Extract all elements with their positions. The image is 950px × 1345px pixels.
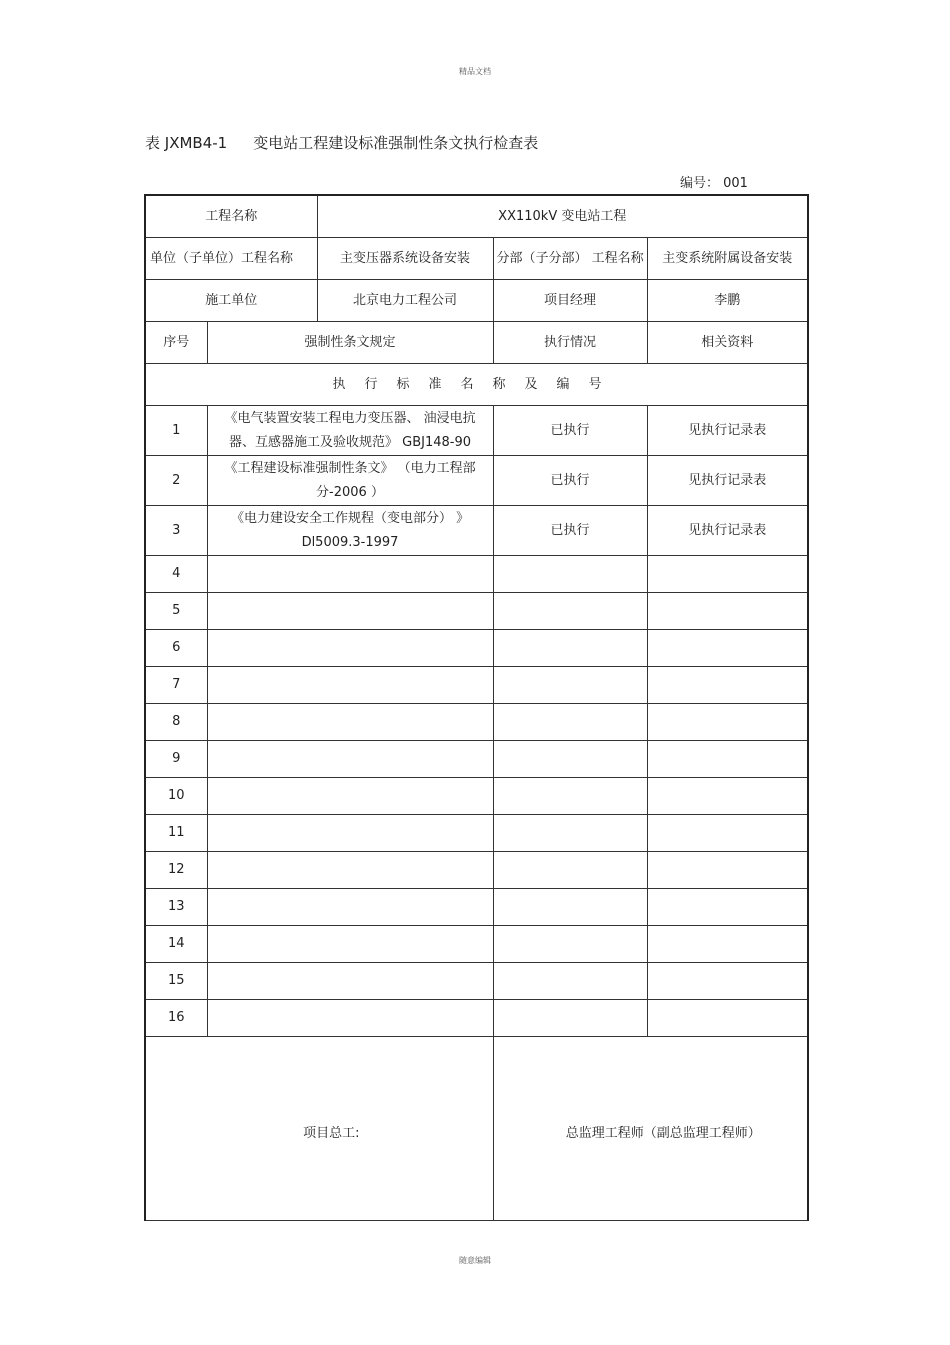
row-rule (207, 741, 493, 778)
contractor-value: 北京电力工程公司 (317, 280, 493, 322)
table-row (145, 593, 808, 630)
signature-left-cell (145, 1037, 493, 1221)
row-rule (207, 593, 493, 630)
row-status (493, 704, 647, 741)
row-rule (207, 667, 493, 704)
row-rule (207, 704, 493, 741)
table-row (145, 456, 808, 506)
table-row (145, 667, 808, 704)
row-number: 10 (145, 778, 207, 815)
contractor-row (145, 280, 808, 322)
row-status: 已执行 (493, 506, 647, 556)
standards-header-text: 执行标准名称及编号 (332, 376, 621, 392)
column-header-row (145, 322, 808, 364)
row-docs (647, 778, 808, 815)
document-number: 编号： 001 (680, 176, 748, 191)
row-docs (647, 889, 808, 926)
table-row (145, 778, 808, 815)
row-docs: 见执行记录表 (647, 406, 808, 456)
standards-header (145, 364, 808, 406)
col-header-status: 执行情况 (493, 322, 647, 364)
table-row (145, 704, 808, 741)
table-row (145, 963, 808, 1000)
standards-header-row (145, 364, 808, 406)
form-code: 表 JXMB4-1 (145, 134, 228, 152)
table-row (145, 815, 808, 852)
page-header: 精品文档 (459, 67, 491, 76)
form-title (145, 132, 538, 153)
row-status (493, 852, 647, 889)
unit-value: 主变压器系统设备安装 (317, 238, 493, 280)
row-status (493, 556, 647, 593)
row-rule (207, 963, 493, 1000)
row-number: 11 (145, 815, 207, 852)
row-status (493, 593, 647, 630)
unit-label: 单位（子单位）工程名称 (145, 238, 317, 280)
row-number: 1 (145, 406, 207, 456)
row-docs: 见执行记录表 (647, 456, 808, 506)
table-row (145, 889, 808, 926)
row-status (493, 815, 647, 852)
row-docs (647, 593, 808, 630)
row-rule (207, 889, 493, 926)
row-status (493, 889, 647, 926)
row-number: 15 (145, 963, 207, 1000)
row-number: 2 (145, 456, 207, 506)
row-docs (647, 630, 808, 667)
row-number: 4 (145, 556, 207, 593)
row-rule: 《工程建设标准强制性条文》 （电力工程部分-2006 ） (207, 456, 493, 506)
row-rule (207, 556, 493, 593)
row-rule (207, 778, 493, 815)
signature-row (145, 1037, 808, 1221)
row-docs (647, 741, 808, 778)
signature-right-cell (493, 1037, 808, 1221)
row-status (493, 1000, 647, 1037)
row-number: 5 (145, 593, 207, 630)
row-docs (647, 667, 808, 704)
page-footer: 随意编辑 (459, 1256, 491, 1265)
project-chief-engineer-label: 项目总工: (303, 1125, 360, 1141)
table-row (145, 741, 808, 778)
row-rule (207, 926, 493, 963)
row-rule (207, 852, 493, 889)
table-row (145, 852, 808, 889)
row-number: 16 (145, 1000, 207, 1037)
row-docs (647, 556, 808, 593)
manager-label: 项目经理 (493, 280, 647, 322)
row-number: 7 (145, 667, 207, 704)
row-rule (207, 815, 493, 852)
inspection-table (144, 194, 809, 1221)
row-status: 已执行 (493, 406, 647, 456)
col-header-rule: 强制性条文规定 (207, 322, 493, 364)
row-docs (647, 1000, 808, 1037)
row-docs (647, 704, 808, 741)
table-row (145, 406, 808, 456)
table-row (145, 556, 808, 593)
row-status: 已执行 (493, 456, 647, 506)
row-rule (207, 630, 493, 667)
row-number: 9 (145, 741, 207, 778)
row-status (493, 630, 647, 667)
row-status (493, 963, 647, 1000)
row-status (493, 778, 647, 815)
row-docs (647, 815, 808, 852)
row-number: 6 (145, 630, 207, 667)
row-docs (647, 926, 808, 963)
subunit-value: 主变系统附属设备安装 (647, 238, 808, 280)
table-row (145, 1000, 808, 1037)
unit-row (145, 238, 808, 280)
row-status (493, 926, 647, 963)
manager-value: 李鹏 (647, 280, 808, 322)
project-name-row (145, 195, 808, 238)
row-number: 12 (145, 852, 207, 889)
row-status (493, 667, 647, 704)
subunit-label: 分部（子分部） 工程名称 (493, 238, 647, 280)
row-number: 8 (145, 704, 207, 741)
row-rule: 《电力建设安全工作规程（变电部分） 》 Dl5009.3-1997 (207, 506, 493, 556)
row-status (493, 741, 647, 778)
row-rule: 《电气装置安装工程电力变压器、 油浸电抗器、互感器施工及验收规范》 GBJ148-90 (207, 406, 493, 456)
row-docs: 见执行记录表 (647, 506, 808, 556)
row-docs (647, 852, 808, 889)
project-name-value: XX110kV 变电站工程 (317, 195, 808, 238)
table-row (145, 926, 808, 963)
project-name-label: 工程名称 (145, 195, 317, 238)
table-row (145, 630, 808, 667)
row-rule (207, 1000, 493, 1037)
col-header-docs: 相关资料 (647, 322, 808, 364)
row-number: 3 (145, 506, 207, 556)
row-docs (647, 963, 808, 1000)
contractor-label: 施工单位 (145, 280, 317, 322)
row-number: 13 (145, 889, 207, 926)
row-number: 14 (145, 926, 207, 963)
table-row (145, 506, 808, 556)
form-title-text: 变电站工程建设标准强制性条文执行检查表 (253, 134, 539, 152)
col-header-no: 序号 (145, 322, 207, 364)
chief-supervisor-label: 总监理工程师（副总监理工程师） (565, 1125, 761, 1141)
